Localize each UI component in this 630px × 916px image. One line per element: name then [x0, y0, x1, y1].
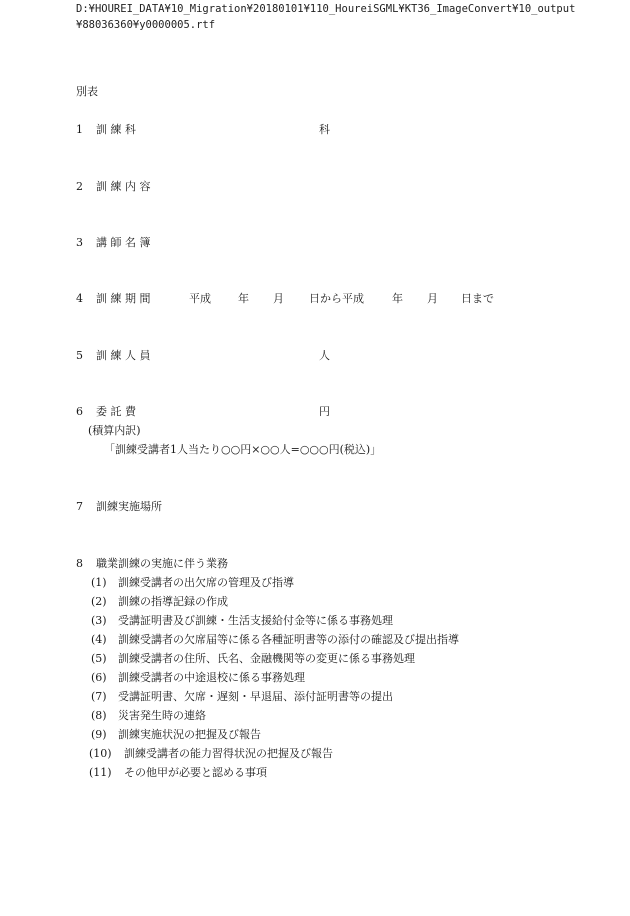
file-path-line-1: D:¥HOUREI_DATA¥10_Migration¥20180101¥110_HoureiSGML¥KT36_ImageConvert¥10_output	[76, 3, 576, 15]
list-item-text: 訓練受講者の中途退校に係る事務処理	[118, 671, 305, 684]
list-item-text: 受講証明書、欠席・遅刻・早退届、添付証明書等の提出	[118, 690, 393, 703]
list-item-text: 訓練受講者の住所、氏名、金融機関等の変更に係る事務処理	[118, 652, 415, 665]
period-year-end: 年	[392, 292, 403, 305]
list-item-text: 訓練受講者の能力習得状況の把握及び報告	[124, 747, 333, 760]
list-item-number: (3)	[91, 614, 107, 627]
list-item-text: 訓練の指導記録の作成	[118, 595, 228, 608]
section-label: 講 師 名 簿	[96, 236, 151, 249]
document-title: 別表	[76, 85, 98, 98]
period-year-start: 年	[238, 292, 249, 305]
period-day-end: 日まで	[461, 292, 494, 305]
list-item-number: (7)	[91, 690, 107, 703]
list-item-text: 訓練受講者の出欠席の管理及び指導	[118, 576, 294, 589]
list-item-number: (5)	[91, 652, 107, 665]
section-number: 2	[76, 180, 83, 193]
section-label: 訓 練 科	[96, 123, 136, 136]
section-label: 訓 練 人 員	[96, 349, 151, 362]
list-item-number: (1)	[91, 576, 107, 589]
section-number: 8	[76, 557, 83, 570]
section-number: 4	[76, 292, 83, 305]
list-item-text: その他甲が必要と認める事項	[124, 766, 267, 779]
list-item-text: 訓練受講者の欠席届等に係る各種証明書等の添付の確認及び提出指導	[118, 633, 459, 646]
list-item-text: 受講証明書及び訓練・生活支援給付金等に係る事務処理	[118, 614, 393, 627]
section-value-unit: 人	[319, 349, 330, 362]
section-number: 5	[76, 349, 83, 362]
cost-breakdown-label: (積算内訳)	[88, 424, 141, 437]
list-item-number: (9)	[91, 728, 107, 741]
section-label: 委 託 費	[96, 405, 136, 418]
period-month-end: 月	[427, 292, 438, 305]
section-number: 7	[76, 500, 83, 513]
section-value-unit: 円	[319, 405, 330, 418]
cost-formula: 「訓練受講者1人当たり○○円×○○人=○○○円(税込)」	[104, 443, 382, 456]
section-label: 訓練実施場所	[96, 500, 162, 513]
list-item-number: (10)	[89, 747, 112, 760]
section-label: 職業訓練の実施に伴う業務	[96, 557, 228, 570]
section-number: 6	[76, 405, 83, 418]
list-item-number: (4)	[91, 633, 107, 646]
section-number: 3	[76, 236, 83, 249]
file-path-line-2: ¥88036360¥y0000005.rtf	[76, 19, 216, 31]
section-label: 訓 練 期 間	[96, 292, 151, 305]
section-label: 訓 練 内 容	[96, 180, 151, 193]
list-item-number: (2)	[91, 595, 107, 608]
period-era-start: 平成	[189, 292, 211, 305]
list-item-number: (11)	[89, 766, 112, 779]
list-item-text: 災害発生時の連絡	[118, 709, 206, 722]
period-month-start: 月	[273, 292, 284, 305]
list-item-number: (6)	[91, 671, 107, 684]
section-number: 1	[76, 123, 83, 136]
section-value-unit: 科	[319, 123, 330, 136]
list-item-text: 訓練実施状況の把握及び報告	[118, 728, 261, 741]
period-day-start: 日から平成	[309, 292, 364, 305]
list-item-number: (8)	[91, 709, 107, 722]
